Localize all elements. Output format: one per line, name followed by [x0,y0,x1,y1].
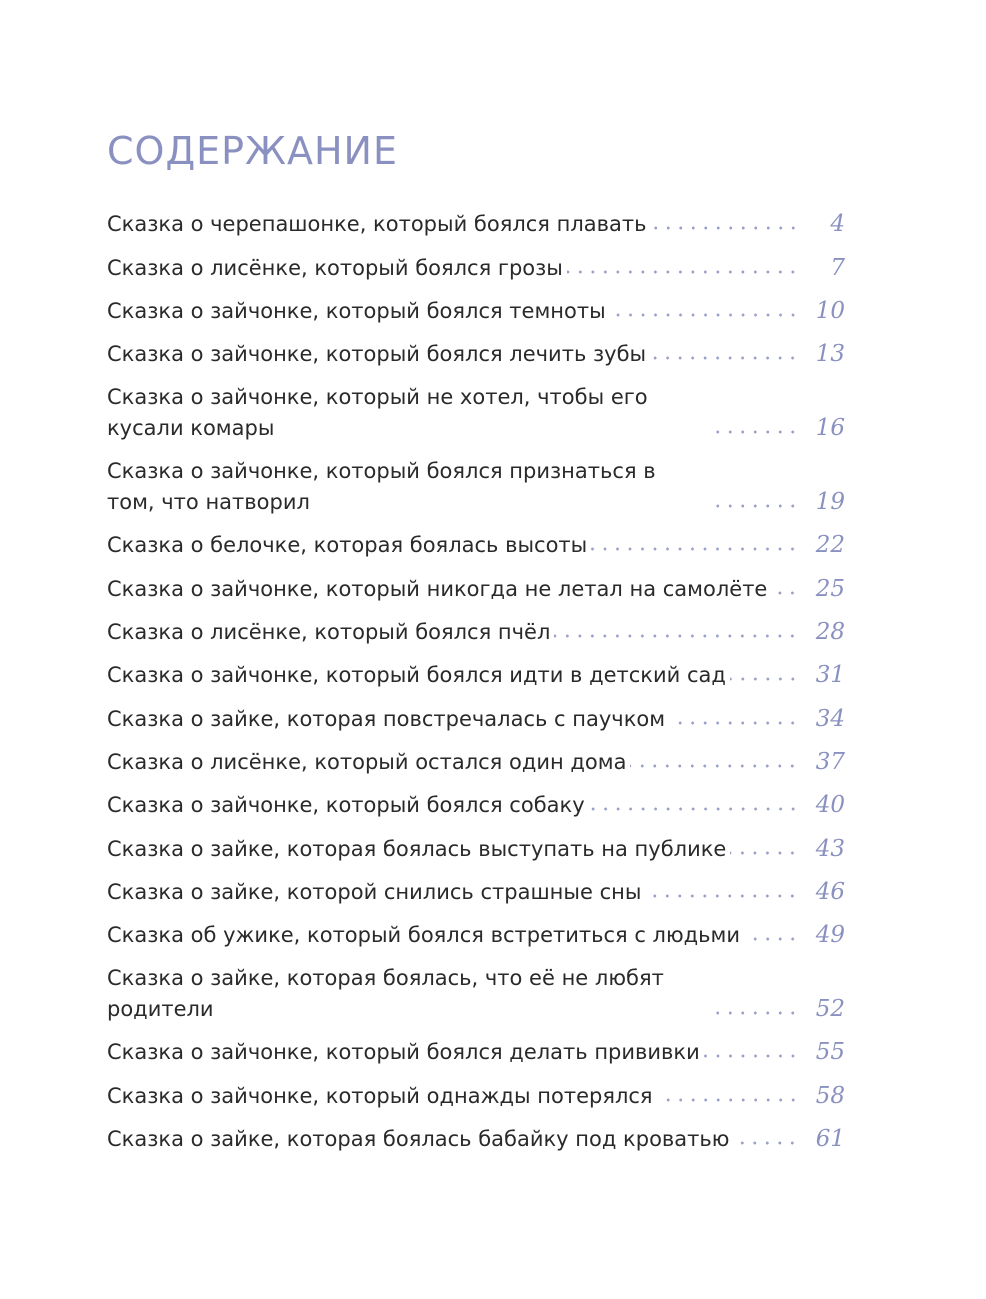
toc-entry[interactable] [107,697,845,740]
toc-page-number: 25 [815,575,845,602]
dot-leader [657,1094,799,1106]
dot-leader [711,1007,799,1019]
toc-entry[interactable] [107,524,845,567]
toc-entry-title: Сказка о зайчонке, который никогда не летал на самолёте [107,576,768,601]
toc-entry-title: Сказка о лисёнке, который боялся грозы [107,255,563,280]
toc-page-number: 55 [815,1039,845,1066]
toc-page-number: 46 [815,878,845,905]
dot-leader [651,222,800,234]
toc-entry[interactable] [107,450,845,524]
toc-page-number: 61 [815,1126,845,1153]
toc-page-number: 7 [830,254,845,281]
toc-page-number: 58 [815,1082,845,1109]
toc-entry-title: Сказка о зайчонке, который однажды потерялся [107,1083,653,1108]
toc-list [107,203,845,1161]
dot-leader [669,717,799,729]
toc-entry[interactable] [107,914,845,957]
toc-entry-title: Сказка о зайке, которая боялась бабайку под кроватью [107,1127,730,1152]
dot-leader [711,500,799,512]
toc-page-number: 28 [815,619,845,646]
toc-entry[interactable] [107,827,845,870]
dot-leader [704,1050,799,1062]
toc-entry-title: Сказка о зайчонке, который боялся темноты [107,298,606,323]
toc-entry-title: Сказка о зайчонке, который боялся признаться в том, что натворил [107,459,656,515]
toc-page-number: 13 [815,341,845,368]
toc-entry[interactable] [107,567,845,610]
dot-leader [610,309,799,321]
toc-entry[interactable] [107,957,845,1031]
toc-entry[interactable] [107,654,845,697]
toc-page-number: 22 [815,532,845,559]
toc-entry[interactable] [107,871,845,914]
toc-entry-title: Сказка о белочке, которая боялась высоты [107,533,588,558]
toc-entry[interactable] [107,611,845,654]
dot-leader [730,673,799,685]
toc-entry-title: Сказка о зайчонке, который боялся идти в детский сад [107,663,726,688]
toc-entry[interactable] [107,290,845,333]
toc-page-number: 16 [815,415,845,442]
toc-page-number: 52 [815,996,845,1023]
toc-page-number: 31 [815,662,845,689]
toc-page-number: 19 [815,489,845,516]
toc-page-number: 37 [815,748,845,775]
page-title: СОДЕРЖАНИЕ [107,129,398,173]
toc-page-number: 40 [815,792,845,819]
toc-entry-title: Сказка о зайчонке, который боялся собаку [107,793,585,818]
toc-page-number: 4 [830,211,845,238]
toc-entry-title: Сказка о зайке, которая повстречалась с паучком [107,706,666,731]
toc-entry-title: Сказка о зайке, которой снились страшные сны [107,879,642,904]
dot-leader [733,1137,799,1149]
dot-leader [645,890,799,902]
toc-entry[interactable] [107,741,845,784]
dot-leader [567,266,799,278]
toc-entry-title: Сказка о зайке, которая боялась, что её не любят родители [107,966,664,1022]
dot-leader [730,847,799,859]
toc-page-number: 10 [815,297,845,324]
toc-entry-title: Сказка о зайчонке, который не хотел, чтобы его кусали комары [107,385,648,441]
toc-entry[interactable] [107,784,845,827]
dot-leader [554,630,799,642]
dot-leader [650,352,799,364]
toc-page-number: 34 [815,705,845,732]
toc-entry-title: Сказка о зайчонке, который боялся делать прививки [107,1040,700,1065]
toc-entry[interactable] [107,376,845,450]
dot-leader [711,426,799,438]
toc-entry[interactable] [107,246,845,289]
toc-entry-title: Сказка о зайке, которая боялась выступать на публике [107,836,727,861]
dot-leader [591,543,799,555]
toc-entry-title: Сказка о лисёнке, который боялся пчёл [107,620,551,645]
toc-entry[interactable] [107,1031,845,1074]
toc-entry-title: Сказка об ужике, который боялся встретиться с людьми [107,923,741,948]
toc-page-number: 49 [815,922,845,949]
toc-entry[interactable] [107,1074,845,1117]
toc-page-number: 43 [815,835,845,862]
dot-leader [630,760,799,772]
toc-entry-title: Сказка о зайчонке, который боялся лечить зубы [107,342,647,367]
toc-entry[interactable] [107,333,845,376]
toc-entry[interactable] [107,1118,845,1161]
toc-entry-title: Сказка о черепашонке, который боялся плавать [107,212,647,237]
toc-entry[interactable] [107,203,845,246]
toc-entry-title: Сказка о лисёнке, который остался один дома [107,749,627,774]
dot-leader [744,933,799,945]
dot-leader [771,587,799,599]
dot-leader [589,803,799,815]
